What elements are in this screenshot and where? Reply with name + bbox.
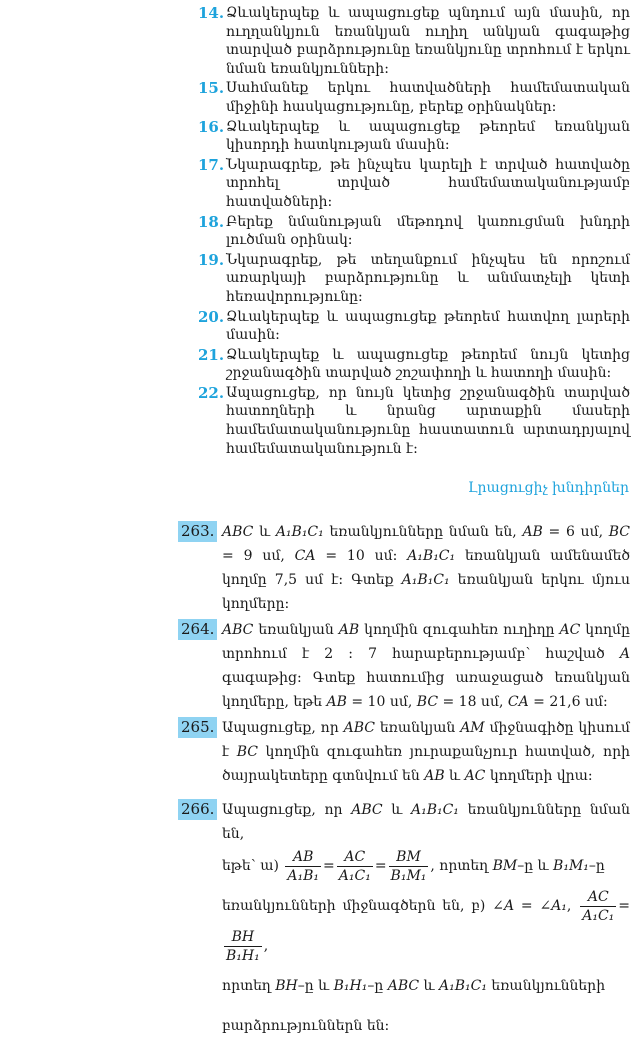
text: եռանկյան	[374, 720, 461, 736]
question-21	[198, 346, 630, 383]
numerator: BM	[389, 848, 429, 867]
problem-266	[178, 798, 630, 1046]
text: կողմը տրոհում է 2 : 7 հարաբերությամբ՝ հաշված	[222, 622, 630, 662]
text: –ը	[588, 858, 605, 874]
question-15	[198, 79, 630, 116]
math-expr: AM	[460, 720, 485, 736]
denominator: B₁H₁	[226, 947, 260, 964]
text: եռանկյունների միջնագծերն են, բ)	[222, 898, 493, 914]
text: = 10 սմ,	[346, 694, 417, 710]
math-expr: AB	[326, 694, 347, 710]
question-19	[198, 251, 630, 307]
text: որտեղ	[222, 978, 276, 994]
question-text: Ձևակերպեք և ապացուցեք թեորեմ հատվող լարերի մասին:	[226, 308, 630, 344]
text: եռանկյունները նման են,	[222, 802, 631, 842]
question-text: Բերեք նմանության մեթոդով կառուցման խնդրի լուծման օրինակ:	[226, 213, 630, 249]
text: և	[444, 768, 465, 784]
text: , որտեղ	[430, 858, 493, 874]
question-number: 14.	[198, 4, 225, 22]
math-expr: ABC	[351, 802, 383, 818]
problem-266-line-1	[222, 798, 630, 846]
text: Ապացուցեք, որ	[222, 802, 352, 818]
text: եռանկյան ամենամեծ կողմը 7,5 սմ է: Գտեք	[222, 548, 630, 588]
question-number: 17.	[198, 155, 225, 174]
text: = 10 սմ:	[315, 548, 408, 564]
numerator: AC	[337, 848, 373, 867]
question-number: 16.	[198, 117, 225, 136]
math-expr: BH	[275, 978, 298, 994]
math-expr: ABC	[343, 720, 375, 736]
math-expr: AB	[522, 524, 543, 540]
text: եռանկյան	[253, 622, 339, 638]
problem-266-line-3	[222, 886, 630, 966]
text: = 21,6 սմ:	[528, 694, 608, 710]
problem-number-badge: 263.	[178, 521, 217, 542]
math-expr: BM	[492, 858, 518, 874]
text: = 6 սմ,	[542, 524, 609, 540]
text: միջնագիծը կիսում է	[222, 720, 630, 760]
math-expr: A₁B₁C₁	[275, 524, 324, 540]
math-expr: B₁H₁	[333, 978, 368, 994]
math-expr: BC	[236, 744, 258, 760]
math-expr: BC	[608, 524, 630, 540]
text: կողմին զուգահեռ ուղիղը	[359, 622, 560, 638]
equals-sign: =	[374, 858, 387, 874]
numerator: AC	[580, 888, 616, 907]
math-expr: AC	[559, 622, 581, 638]
text: եռանկյունների	[486, 978, 606, 994]
problem-266-line-4	[222, 966, 630, 1006]
text: եռանկյան երկու մյուս կողմերը:	[222, 572, 630, 612]
fraction-bh	[224, 928, 262, 965]
text: և	[419, 978, 440, 994]
math-expr: CA	[294, 548, 316, 564]
denominator: A₁B₁	[287, 867, 320, 884]
denominator: A₁C₁	[338, 867, 371, 884]
question-text: Ձևակերպեք և ապացուցեք թեորեմ նույն կետից շրջանագծին տարված շոշափողի և հատողի մասին:	[226, 346, 630, 382]
math-expr: ABC	[387, 978, 420, 994]
math-expr: CA	[507, 694, 529, 710]
problem-number-badge: 264.	[178, 619, 217, 640]
question-number: 18.	[198, 212, 225, 231]
text: եթե՝ ա)	[222, 858, 284, 874]
text: –ը և	[517, 858, 554, 874]
question-number: 19.	[198, 250, 225, 269]
text: կողմին զուգահեռ յուրաքանչյուր հատված, որի ծայրակետերը գտնվում են	[222, 744, 630, 784]
equals-sign: =	[618, 898, 630, 914]
question-22	[198, 384, 630, 458]
question-text: Սահմանեք երկու հատվածների համեմատական միջինի հասկացությունը, բերեք օրինակներ:	[226, 80, 630, 115]
denominator: B₁M₁	[390, 867, 427, 884]
problem-266-line-5	[222, 1006, 630, 1046]
math-expr: A₁B₁C₁	[439, 978, 487, 994]
math-expr: BC	[416, 694, 439, 710]
problem-264	[178, 618, 630, 714]
fraction-ab	[285, 848, 321, 885]
math-expr: ∠A = ∠A₁	[492, 898, 567, 914]
question-number: 15.	[198, 79, 225, 98]
text: և	[253, 524, 276, 540]
text: ,	[566, 898, 579, 914]
question-18	[198, 213, 630, 250]
question-14	[198, 4, 630, 78]
math-expr: A	[619, 646, 630, 662]
text: –ը և	[297, 978, 334, 994]
numerator: BH	[224, 928, 262, 947]
text: և	[382, 802, 411, 818]
math-expr: B₁M₁	[553, 858, 589, 874]
numerator: AB	[285, 848, 321, 867]
text: Ապացուցեք, որ	[222, 720, 344, 736]
fraction-ac-2	[580, 888, 616, 925]
fraction-bm	[389, 848, 429, 885]
fraction-ac	[337, 848, 373, 885]
question-17	[198, 156, 630, 212]
question-20	[198, 308, 630, 345]
equals-sign: =	[323, 858, 335, 874]
problems-list	[178, 520, 630, 1048]
text: –ը	[367, 978, 388, 994]
text: եռանկյունները նման են,	[323, 524, 523, 540]
question-text: Նկարագրեք, թե տեղանքում ինչպես են որոշում առարկայի բարձրությունը և անմատչելի կետի հեռավորությունը:	[226, 251, 630, 305]
question-text: Ապացուցեք, որ նույն կետից շրջանագծին տարված հատողների և նրանց արտաքին մասերի համեմատականությունը հաստատուն արտադրյալով համեմատականություն է:	[226, 384, 630, 457]
text: կողմերի վրա:	[485, 768, 593, 784]
math-expr: A₁B₁C₁	[410, 802, 459, 818]
text: գագաթից: Գտեք հատումից առաջացած եռանկյան կողմերը, եթե	[222, 670, 630, 710]
question-number: 21.	[198, 345, 225, 364]
question-16	[198, 118, 630, 155]
section-title: Լրացուցիչ խնդիրներ	[467, 480, 629, 496]
review-questions-list	[198, 4, 630, 459]
text: ,	[263, 938, 269, 954]
text: բարձրություններն են:	[222, 1018, 390, 1034]
problem-263	[178, 520, 630, 616]
problem-265	[178, 716, 630, 788]
math-expr: AC	[464, 768, 486, 784]
math-expr: A₁B₁C₁	[401, 572, 450, 588]
question-number: 20.	[198, 307, 225, 326]
math-expr: AB	[338, 622, 360, 638]
problem-number-badge: 265.	[178, 717, 217, 738]
text: = 18 սմ,	[438, 694, 508, 710]
problem-266-line-2	[222, 846, 630, 886]
math-expr: AB	[424, 768, 445, 784]
question-text: Ձևակերպեք և ապացուցեք պնդում այն մասին, որ ուղղանկյուն եռանկյան ուղիղ անկյան գագաթից տարված բարձրությունը եռանկյունը տրոհում է երկու նման եռանկյունների:	[226, 5, 630, 77]
question-text: Ձևակերպեք և ապացուցեք թեորեմ եռանկյան կիսորդի հատկության մասին:	[226, 118, 630, 154]
math-expr: ABC	[222, 622, 254, 638]
denominator: A₁C₁	[582, 907, 615, 924]
math-expr: ABC	[222, 524, 254, 540]
question-number: 22.	[198, 383, 225, 402]
text: = 9 սմ,	[222, 548, 295, 564]
problem-number-badge: 266.	[178, 799, 217, 820]
question-text: Նկարագրեք, թե ինչպես կարելի է տրված հատվածը տրոհել տրված համեմատականությամբ հատվածների:	[226, 156, 630, 210]
math-expr: A₁B₁C₁	[407, 548, 456, 564]
